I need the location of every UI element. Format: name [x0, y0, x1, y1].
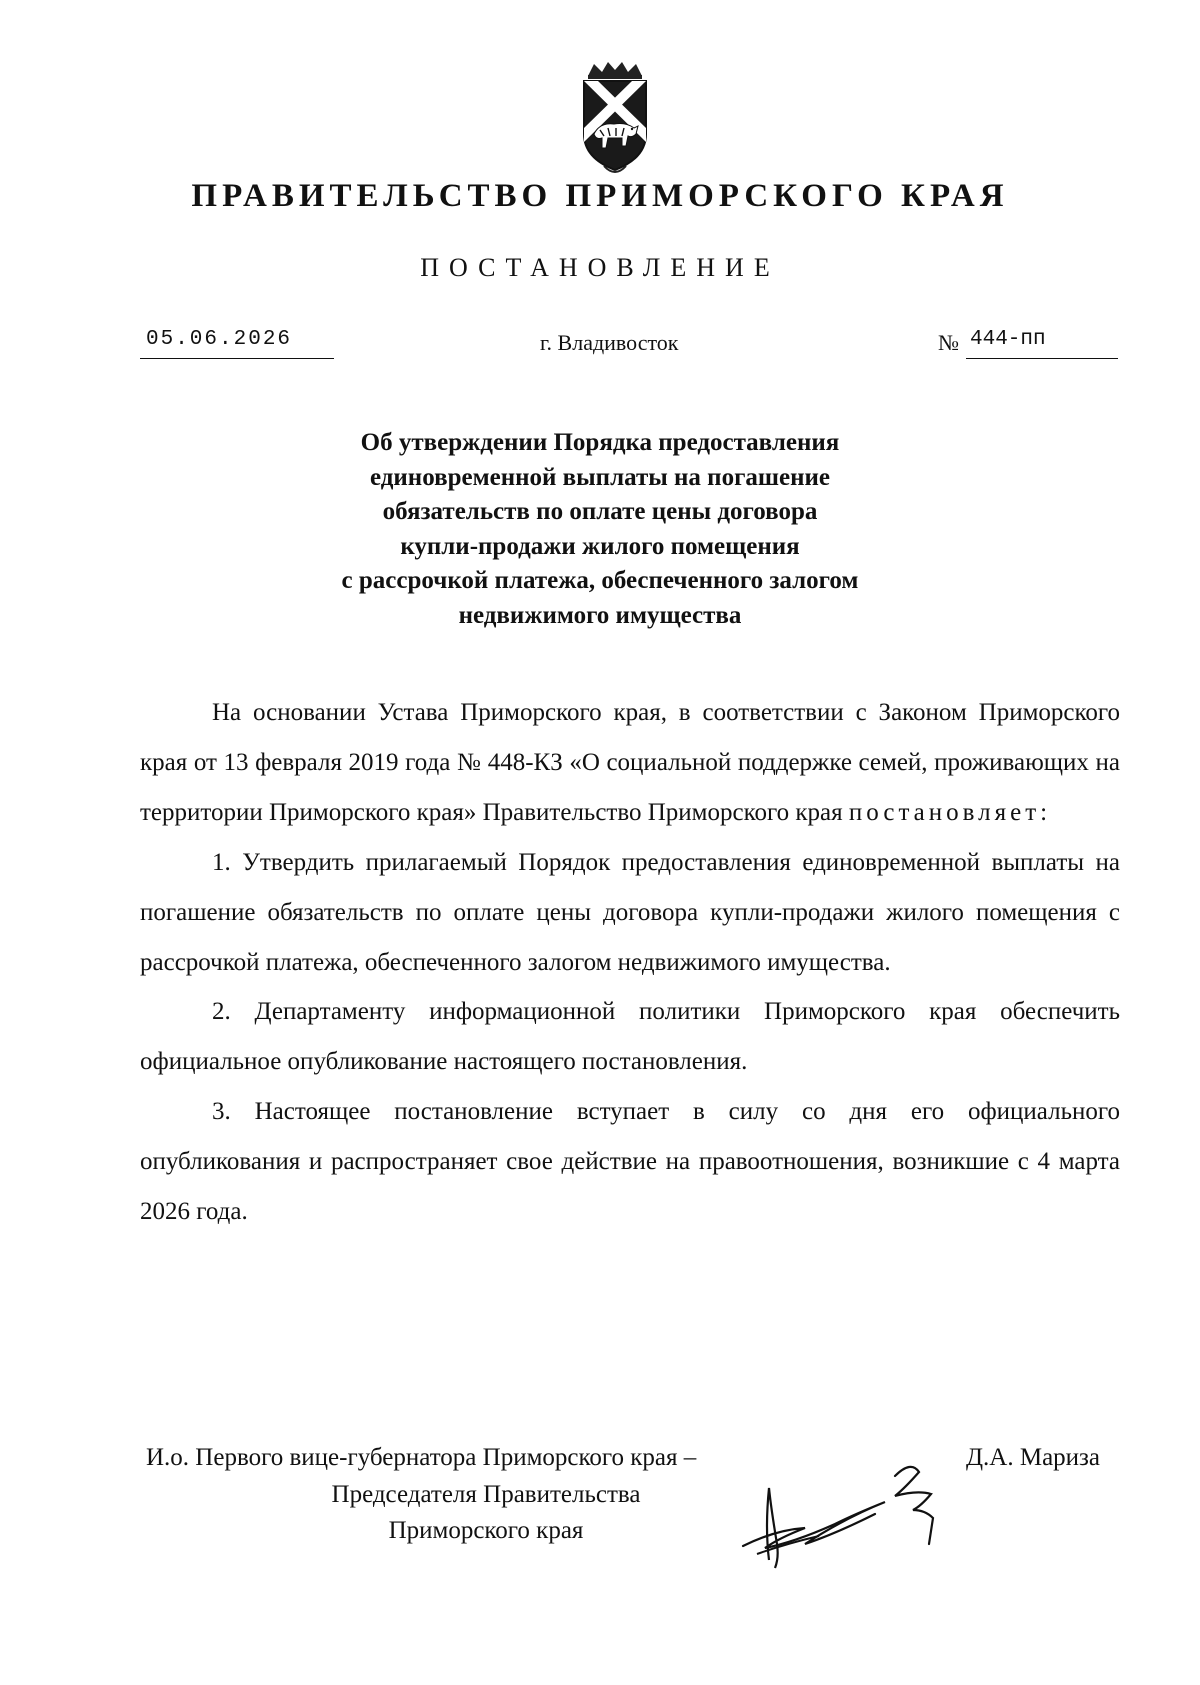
preamble-verb: постановляет:: [848, 798, 1052, 826]
preamble-text: На основании Устава Приморского края, в соответствии с Законом Приморского края от 13 февраля 2019 года № 448-КЗ «О социальной поддержке семей, проживающих на территории Приморского края» Правительство Приморского края: [140, 699, 1120, 826]
document-type-title: ПОСТАНОВЛЕНИЕ: [420, 253, 780, 282]
clause-paragraph: 2. Департаменту информационной политики Приморского края обеспечить официальное опубликование настоящего постановления.: [140, 998, 1120, 1076]
heading-line: Об утверждении Порядка предоставления: [360, 429, 840, 456]
primorsky-krai-coat-of-arms-icon: [578, 62, 652, 178]
signatory-name: Д.А. Мариза: [966, 1444, 1101, 1471]
document-number-label: №: [938, 330, 959, 355]
heading-line: недвижимого имущества: [458, 601, 742, 629]
heading-line: обязательств по оплате цены договора: [382, 498, 818, 526]
document-number: 444-пп: [966, 328, 1118, 359]
signature-block: [0, 1440, 1200, 1600]
document-date: 05.06.2026: [140, 328, 334, 359]
heading-line: купли-продажи жилого помещения: [400, 532, 800, 560]
signatory-position-line: И.о. Первого вице-губернатора Приморского края –: [146, 1444, 697, 1471]
signatory-position: [146, 1440, 826, 1550]
government-title: ПРАВИТЕЛЬСТВО ПРИМОРСКОГО КРАЯ: [191, 178, 1009, 214]
document-city: г. Владивосток: [540, 330, 679, 355]
clause-paragraph: 3. Настоящее постановление вступает в силу со дня его официального опубликования и распространяет свое действие на правоотношения, возникшие с 4 марта 2026 года.: [140, 1098, 1120, 1226]
document-body: [140, 688, 1120, 1237]
document-meta-row: [0, 328, 1200, 364]
clause-paragraph: 1. Утвердить прилагаемый Порядок предоставления единовременной выплаты на погашение обязательств по оплате цены договора купли-продажи жилого помещения с рассрочкой платежа, обеспеченного залогом недвижимого имущества.: [140, 848, 1120, 976]
document-heading: [250, 426, 950, 634]
handwritten-signature-icon: [735, 1448, 955, 1578]
signatory-position-line: Председателя Правительства: [331, 1480, 641, 1508]
signatory-position-line: Приморского края: [388, 1517, 584, 1544]
preamble-paragraph: [140, 688, 1120, 838]
heading-line: единовременной выплаты на погашение: [369, 463, 831, 491]
heading-line: с рассрочкой платежа, обеспеченного залогом: [341, 567, 859, 595]
